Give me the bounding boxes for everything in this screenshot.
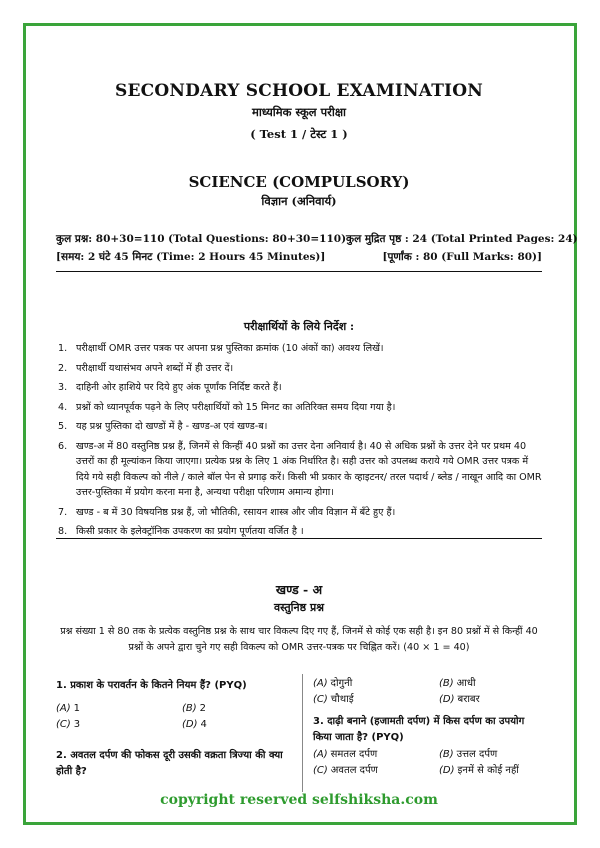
copyright-footer: copyright reserved selfshiksha.com (160, 792, 438, 808)
exam-title-hindi: माध्यमिक स्कूल परीक्षा (251, 105, 347, 119)
instruction-item: 5. यह प्रश्न पुस्तिका दो खण्डों में है - खण्ड-अ एवं खण्ड-ब। (58, 421, 268, 432)
instruction-item: 8. किसी प्रकार के इलेक्ट्रॉनिक उपकरण का प्रयोग पूर्णतया वर्जित है । (58, 526, 304, 537)
instructions-list (56, 341, 542, 544)
instruction-item: 4. प्रश्नों को ध्यानपूर्वक पढ़ने के लिए परीक्षार्थियों को 15 मिनट का अतिरिक्त समय दिया गया है। (58, 401, 396, 413)
question-2: 2. अवतल दर्पण की फोकस दूरी उसकी वक्रता त्रिज्या की क्या होती है? (56, 750, 283, 777)
option-b: (B) उत्तल दर्पण (439, 749, 498, 760)
question-3: 3. दाढ़ी बनाने (हजामती दर्पण) में किस दर्पण का उपयोग किया जाता है? (PYQ) (313, 716, 525, 743)
option-a: (A) 1 (56, 703, 81, 714)
question-1: 1. प्रकाश के परावर्तन के कितने नियम हैं? (PYQ) (56, 680, 247, 691)
option-d: (D) इनमें से कोई नहीं (439, 765, 519, 776)
full-marks: [पूर्णांक : 80 (Full Marks: 80)] (382, 251, 542, 263)
instruction-item: 7. खण्ड - ब में 30 विषयनिष्ठ प्रश्न हैं, जो भौतिकी, रसायन शास्त्र और जीव विज्ञान में बँटे हुए हैं। (58, 506, 396, 518)
section-title: खण्ड - अ (275, 582, 323, 597)
instruction-item: 1. परीक्षार्थी OMR उत्तर पत्रक पर अपना प्रश्न पुस्तिका क्रमांक (10 अंकों का) अवश्य लिखें। (58, 343, 384, 354)
instructions-title: परीक्षार्थियों के लिये निर्देश : (243, 320, 355, 333)
section-subtitle: वस्तुनिष्ठ प्रश्न (274, 601, 324, 614)
subject-title: SCIENCE (COMPULSORY) (188, 173, 410, 191)
option-d: (D) 4 (182, 719, 207, 730)
column-divider (302, 674, 303, 792)
page-border (23, 23, 577, 825)
time-allowed: [समय: 2 घंटे 45 मिनट (Time: 2 Hours 45 Minutes)] (56, 251, 326, 263)
meta-row-1 (56, 232, 578, 246)
question-3-options (313, 748, 549, 778)
option-a: (A) दोगुनी (313, 678, 353, 689)
divider-middle (56, 538, 542, 539)
instruction-item: 6. खण्ड-अ में 80 वस्तुनिष्ठ प्रश्न हैं, जिनमें से किन्हीं 40 प्रश्नों का उत्तर देना अनिवार्य है। 40 से अधिक प्रश्नों के उत्तर देने पर प्रथम 40 उत्तरों का ही मूल्यांकन किया जाएगा। प्रत्येक प्रश्न के लिए 1 अंक निर्धारित है। सही उत्तर को उपलब्ध कराये गये OMR उत्तर पत्रक में दिये गये सही विकल्प को नीले / काले बॉल पेन से प्रगाढ़ करें। किसी भी प्रकार के व्हाइटनर/ तरल पदार्थ / ब्लेड / नाखून आदि का OMR उत्तर-पुस्तिका में प्रयोग करना मना है, अन्यथा परीक्षा परिणाम अमान्य होगा। (58, 440, 542, 498)
subject-title-hindi: विज्ञान (अनिवार्य) (261, 194, 337, 208)
option-c: (C) चौथाई (313, 694, 354, 705)
instruction-item: 2. परीक्षार्थी यथासंभव अपने शब्दों में ही उत्तर दें। (58, 362, 234, 374)
question-2-options (313, 677, 549, 707)
instruction-item: 3. दाहिनी ओर हाशिये पर दिये हुए अंक पूर्णांक निर्दिष्ट करते हैं। (58, 382, 282, 393)
section-intro: प्रश्न संख्या 1 से 80 तक के प्रत्येक वस्तुनिष्ठ प्रश्न के साथ चार विकल्प दिए गए हैं, जिनमें से कोई एक सही है। इन 80 प्रश्नों में से किन्हीं 40 प्रश्नों के अपने द्वारा चुने गए सही विकल्प को OMR उत्तर-पत्रक पर चिह्नित करें। (40 × 1 = 40) (60, 626, 538, 653)
test-label: ( Test 1 / टेस्ट 1 ) (250, 127, 348, 141)
option-b: (B) 2 (182, 703, 207, 714)
question-1-options (56, 702, 292, 732)
meta-row-2 (56, 250, 542, 264)
option-a: (A) समतल दर्पण (313, 749, 378, 760)
total-questions: कुल प्रश्न: 80+30=110 (Total Questions: 80+30=110) (56, 233, 347, 245)
option-b: (B) आधी (439, 678, 476, 689)
divider-top (56, 271, 542, 272)
option-c: (C) 3 (56, 719, 81, 730)
exam-title: SECONDARY SCHOOL EXAMINATION (115, 81, 483, 101)
option-d: (D) बराबर (439, 694, 480, 705)
printed-pages: कुल मुद्रित पृष्ठ : 24 (Total Printed Pages: 24) (346, 233, 578, 245)
option-c: (C) अवतल दर्पण (313, 765, 378, 776)
